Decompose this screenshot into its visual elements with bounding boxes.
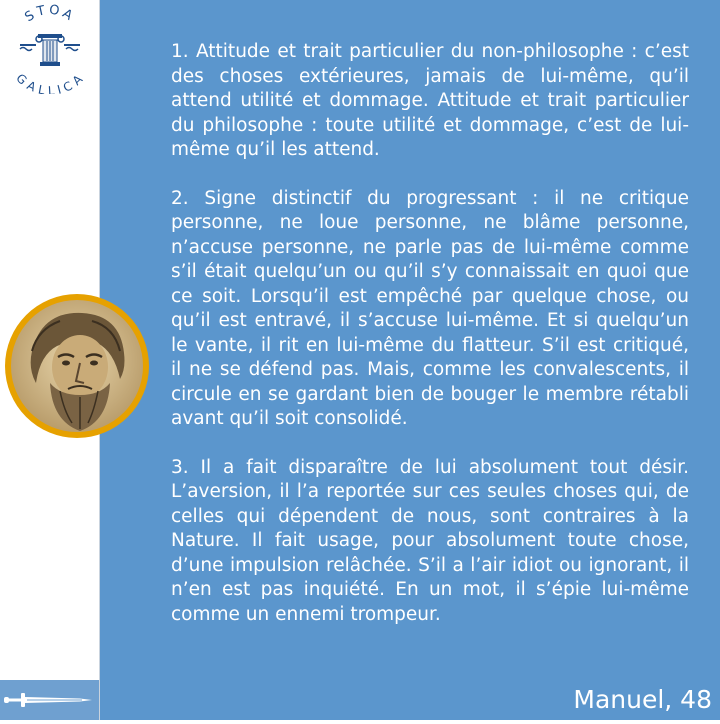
paragraph-1: 1. Attitude et trait particulier du non-philosophe : c’est des choses extérieures, jamais de lui-même, qu’il attend utilité et dommage. Attitude et trait particulier du philosophe : toute utilité et dommage, c’est de lui-même qu’il les attend.	[171, 41, 689, 160]
sword-icon	[0, 680, 99, 720]
column-icon	[20, 34, 80, 66]
logo-top-text: STOA	[22, 4, 78, 26]
source-reference: Manuel, 48	[573, 685, 712, 714]
logo-bottom-text: GALLICA	[13, 70, 87, 94]
sword-banner	[0, 680, 99, 720]
paragraph-3: 3. Il a fait disparaître de lui absolument tout désir. L’aversion, il l’a reportée sur ces seules choses qui, de celles qui dépendent de nous, sont contraires à la Nature. Il fait usage, pour absolument toute chose, d’une impulsion relâchée. S’il a l’air idiot ou ignorant, il n’en est pas inquiété. En un mot, il s’épie lui-même comme un ennemi trompeur.	[171, 456, 689, 625]
quote-panel	[100, 0, 720, 720]
stoa-gallica-logo	[8, 4, 92, 94]
epictetus-portrait	[2, 291, 152, 441]
quote-text	[171, 40, 689, 651]
paragraph-2: 2. Signe distinctif du progressant : il ne critique personne, ne loue personne, ne blâme personne, n’accuse personne, ne parle pas de lui-même comme s’il était quelqu’un ou qu’il s’y connaissait en quoi que ce soit. Lorsqu’il est empêché par quelque chose, ou qu’il est entravé, il s’accuse lui-même. Et si quelqu’un le vante, il rit en lui-même du flatteur. S’il est critiqué, il ne se défend pas. Mais, comme les convalescents, il circule en se gardant bien de bouger le membre rétabli avant qu’il soit consolidé.	[171, 187, 689, 429]
